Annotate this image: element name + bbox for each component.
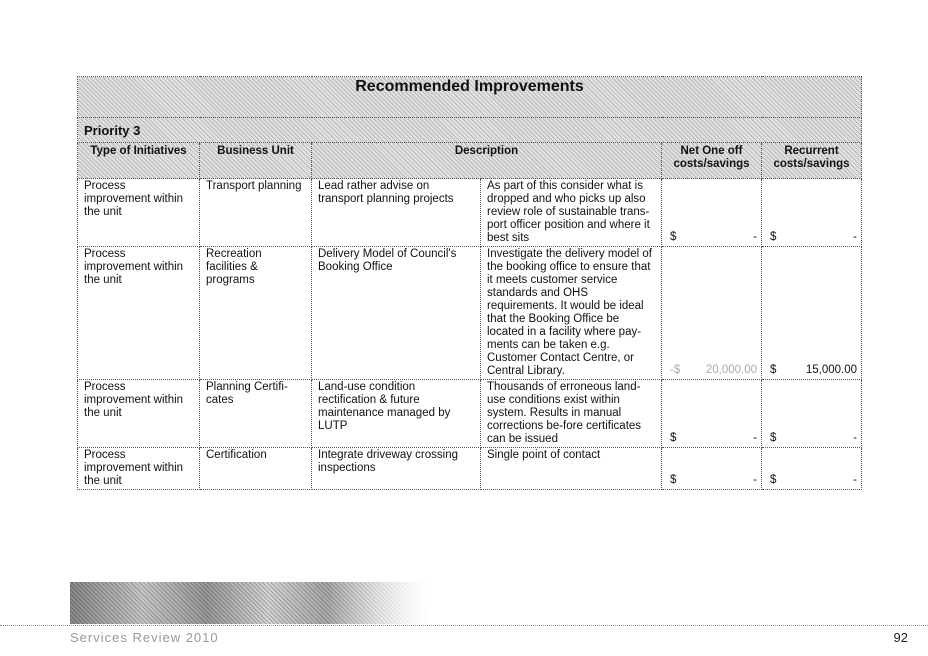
- footer-title: Services Review 2010: [70, 630, 219, 645]
- amount: -: [753, 474, 757, 486]
- currency-sign: $: [670, 432, 677, 444]
- cell-initiative: Integrate driveway crossing inspections: [312, 448, 481, 490]
- cell-detail: Thousands of erroneous land-use conditions exist within system. Results in manual corrections be-fore certificates can be issued: [481, 380, 662, 448]
- col-header-description: Description: [312, 143, 662, 179]
- table-title: Recommended Improvements: [78, 77, 862, 118]
- col-header-oneoff: Net One off costs/savings: [662, 143, 762, 179]
- priority-heading: Priority 3: [78, 118, 862, 143]
- cell-recurrent: [762, 179, 862, 247]
- cell-type: Process improvement within the unit: [78, 247, 200, 380]
- cell-oneoff: [662, 448, 762, 490]
- footer-divider: [0, 625, 928, 626]
- col-header-unit: Business Unit: [200, 143, 312, 179]
- cell-oneoff: [662, 247, 762, 380]
- cell-oneoff: [662, 179, 762, 247]
- amount: 15,000.00: [805, 364, 858, 376]
- currency-sign: $: [670, 231, 677, 243]
- cell-type: Process improvement within the unit: [78, 448, 200, 490]
- amount: -: [853, 432, 858, 444]
- improvements-table: [77, 76, 862, 490]
- amount: -: [853, 474, 858, 486]
- cell-detail: Investigate the delivery model of the booking office to ensure that it meets customer service standards and OHS requirements. It would be ideal that the Booking Office be located in a facility where pay-ments can be taken e.g. Customer Contact Centre, or Central Library.: [481, 247, 662, 380]
- table-row: [78, 179, 862, 247]
- amount: -: [853, 231, 858, 243]
- cell-unit: Recreation facilities & programs: [200, 247, 312, 380]
- currency-sign: $: [770, 231, 777, 243]
- cell-detail: As part of this consider what is dropped and who picks up also review role of sustainable trans-port officer position and where it best sits: [481, 179, 662, 247]
- cell-type: Process improvement within the unit: [78, 179, 200, 247]
- cell-initiative: Land-use condition rectification & future maintenance managed by LUTP: [312, 380, 481, 448]
- table-row: [78, 448, 862, 490]
- currency-sign: $: [770, 474, 777, 486]
- cell-recurrent: [762, 380, 862, 448]
- col-header-type: Type of Initiatives: [78, 143, 200, 179]
- cell-unit: Certification: [200, 448, 312, 490]
- table-row: [78, 380, 862, 448]
- cell-unit: Planning Certifi-cates: [200, 380, 312, 448]
- currency-sign: $: [770, 432, 777, 444]
- cell-recurrent: [762, 448, 862, 490]
- cell-initiative: Lead rather advise on transport planning projects: [312, 179, 481, 247]
- cell-unit: Transport planning: [200, 179, 312, 247]
- amount: 20,000.00: [705, 364, 757, 376]
- page-number: 92: [893, 630, 908, 645]
- currency-sign: $: [770, 364, 777, 376]
- cell-detail: Single point of contact: [481, 448, 662, 490]
- table-row: [78, 247, 862, 380]
- cell-oneoff: [662, 380, 762, 448]
- currency-sign: -$: [670, 364, 681, 376]
- amount: -: [753, 231, 757, 243]
- footer-photo-strip: [70, 582, 430, 624]
- cell-initiative: Delivery Model of Council's Booking Office: [312, 247, 481, 380]
- cell-type: Process improvement within the unit: [78, 380, 200, 448]
- currency-sign: $: [670, 474, 677, 486]
- cell-recurrent: [762, 247, 862, 380]
- col-header-recurrent: Recurrent costs/savings: [762, 143, 862, 179]
- amount: -: [753, 432, 757, 444]
